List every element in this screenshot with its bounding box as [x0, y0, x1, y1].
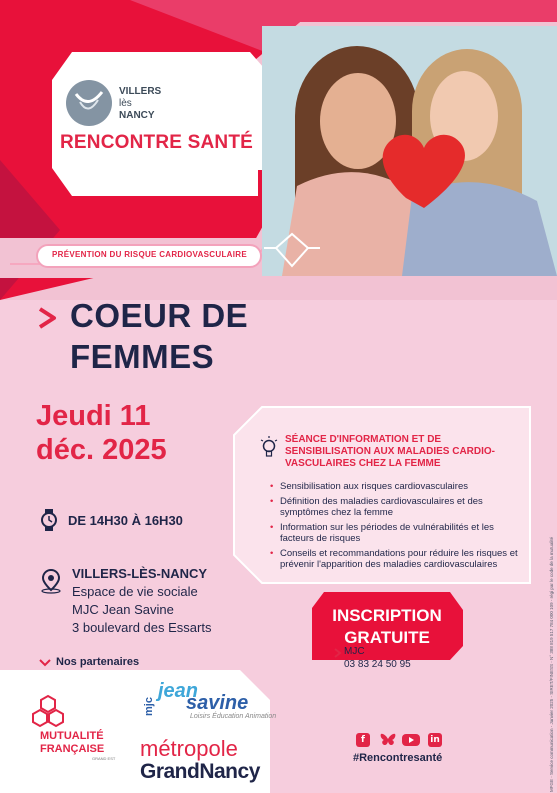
chevron-down-icon: [38, 658, 52, 668]
youtube-icon[interactable]: [402, 733, 420, 747]
event-date-line-2: déc. 2025: [36, 434, 167, 466]
logo-line-2: lès: [119, 98, 132, 109]
location-city: VILLERS-LÈS-NANCY: [72, 566, 208, 581]
event-time: DE 14H30 À 16H30: [68, 513, 183, 528]
lightbulb-icon: [260, 436, 278, 460]
rencontre-sante-title: RENCONTRE SANTÉ: [60, 132, 254, 153]
jean-savine-logo-savine: savine: [186, 692, 249, 714]
event-date-line-1: Jeudi 11: [36, 400, 151, 432]
metropole-line-1: métropole: [140, 736, 238, 761]
event-title-line-2: FEMMES: [70, 338, 215, 375]
metropole-line-2: GrandNancy: [140, 760, 260, 783]
list-item: • Sensibilisation aux risques cardiovasculaires: [268, 481, 518, 493]
bluesky-icon[interactable]: [380, 733, 396, 747]
side-legal-note: MFGE - Service communication - Janvier 2025 - SIRET/FINESS - N° 388 819 517 784 000 109 - régi par le code de la mutualité: [549, 536, 554, 792]
contact-phone: 03 83 24 50 95: [344, 659, 411, 670]
prevention-subtitle: PRÉVENTION DU RISQUE CARDIOVASCULAIRE: [52, 250, 247, 259]
logo-line-3: NANCY: [119, 110, 155, 121]
list-item: • Conseils et recommandations pour réduire les risques et prévenir l'apparition des maladies cardiovasculaires: [268, 548, 518, 571]
mutualite-line-1: MUTUALITÉ: [40, 730, 104, 742]
linkedin-icon[interactable]: in: [428, 733, 442, 747]
jean-savine-subtitle: Loisirs Éducation Animation: [190, 713, 277, 720]
chevron-right-icon: [36, 306, 62, 330]
info-list: [268, 481, 518, 574]
villers-les-nancy-logo-icon: [66, 80, 112, 126]
partners-background: [0, 650, 557, 793]
list-item: • Définition des maladies cardiovasculaires et des symptômes chez la femme: [268, 496, 518, 519]
location-pin-icon: [40, 568, 62, 594]
location-line-2: MJC Jean Savine: [72, 602, 174, 617]
contact-name: MJC: [344, 646, 365, 657]
event-title-line-1: COEUR DE: [70, 297, 249, 334]
jean-savine-logo-jean: jean: [158, 680, 199, 702]
mutualite-line-3: GRAND EST: [92, 756, 116, 761]
info-title: SÉANCE D'INFORMATION ET DE SENSIBILISATION AUX MALADIES CARDIO-VASCULAIRES CHEZ LA FEMME: [285, 434, 496, 469]
jean-savine-logo-mjc: mjc: [143, 697, 155, 716]
list-item: • Information sur les périodes de vulnérabilités et les facteurs de risques: [268, 522, 518, 545]
partners-title: Nos partenaires: [56, 656, 140, 668]
heart-outline-decoration: [262, 228, 322, 278]
inscription-line-1: INSCRIPTION: [332, 606, 442, 625]
facebook-icon[interactable]: f: [356, 733, 370, 747]
location-line-1: Espace de vie sociale: [72, 584, 198, 599]
inscription-line-2: GRATUITE: [344, 628, 430, 647]
villers-les-nancy-logo-text: [119, 86, 161, 122]
location-line-3: 3 boulevard des Essarts: [72, 620, 212, 635]
mutualite-line-2: FRANÇAISE: [40, 743, 105, 755]
watch-icon: [38, 508, 60, 532]
logo-line-1: VILLERS: [119, 86, 162, 97]
mutualite-francaise-logo-icon: [28, 694, 68, 728]
hashtag: #Rencontresanté: [353, 752, 443, 764]
